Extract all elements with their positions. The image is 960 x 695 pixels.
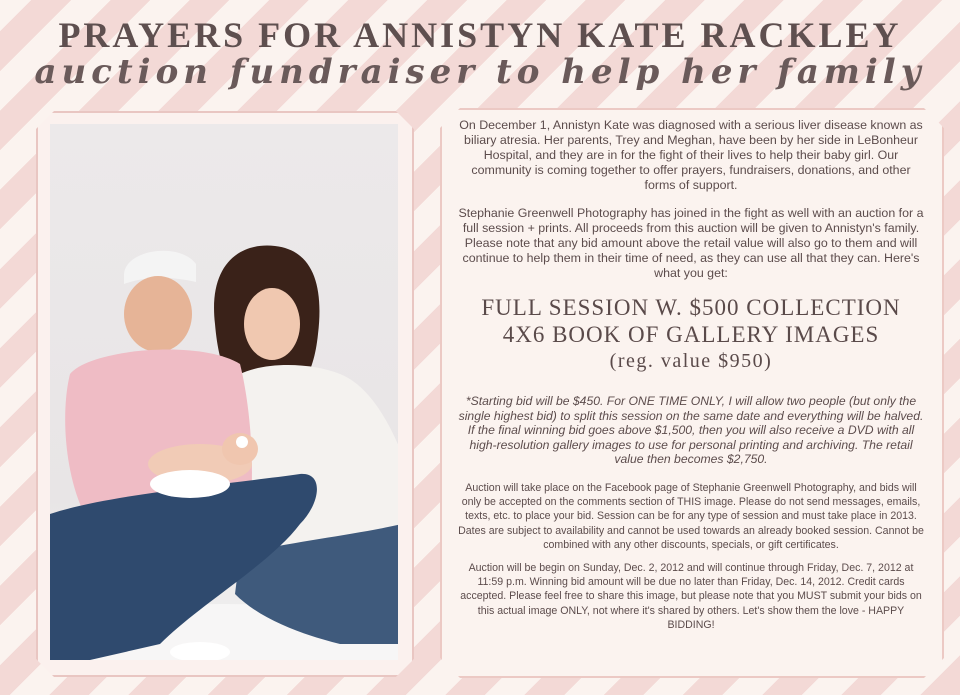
bid-note: *Starting bid will be $450. For ONE TIME ONLY, I will allow two people (but only the single highest bid) to split this session on the same date and everything will be halved. If the final winning bid goes above $1,500, then you will also receive a DVD with all high-resolution gallery images to use for personal printing and archiving. The retail value then becomes $2,750. — [458, 394, 924, 467]
intro-paragraph: On December 1, Annistyn Kate was diagnosed with a serious liver disease known as biliary atresia. Her parents, Trey and Meghan, have been by her side in LeBonheur Hospital, and they are in for the fight of their lives to help their baby girl. Our community is coming together to offer prayers, fundraisers, donations, and other forms of support. — [459, 118, 923, 192]
offer-line-1: FULL SESSION W. $500 COLLECTION — [481, 295, 901, 320]
offer-regular-value: (reg. value $950) — [609, 350, 773, 372]
auction-dates-paragraph: Auction will be begin on Sunday, Dec. 2, 2012 and will continue through Friday, Dec. 7, 2012 at 11:59 p.m. Winning bid amount will be due no later than Friday, Dec. 14, 2012. Credit cards accepted. Please feel free to share this image, but please note that you MUST submit your bids on this actual image ONLY, not where it's shared by others. Let's show them the love - HAPPY BIDDING! — [460, 561, 922, 631]
photographer-paragraph: Stephanie Greenwell Photography has joined in the fight as well with an auction for a full session + prints. All proceeds from this auction will be given to Annistyn's family. Please note that any bid amount above the retail value will also go to them and will continue to help them in their time of need, as they can use all that they can. Here's what you get: — [458, 206, 924, 280]
page-subtitle: auction fundraiser to help her family — [34, 52, 926, 92]
family-photo-illustration — [50, 124, 398, 660]
offer-block — [458, 294, 924, 374]
auction-rules-paragraph: Auction will take place on the Facebook page of Stephanie Greenwell Photography, and bids will only be accepted on the comments section of THIS image. Please do not send messages, emails, texts, etc. to place your bid. Session can be for any type of session and must take place in 2013. Dates are subject to availability and cannot be used towards an already booked session. Cannot be combined with any other discounts, specials, or gift certificates. — [458, 481, 924, 551]
description-text — [458, 118, 924, 641]
page-title: PRAYERS FOR ANNISTYN KATE RACKLEY — [58, 15, 902, 55]
family-photo — [50, 124, 398, 660]
offer-line-2: 4X6 BOOK OF GALLERY IMAGES — [502, 322, 880, 347]
